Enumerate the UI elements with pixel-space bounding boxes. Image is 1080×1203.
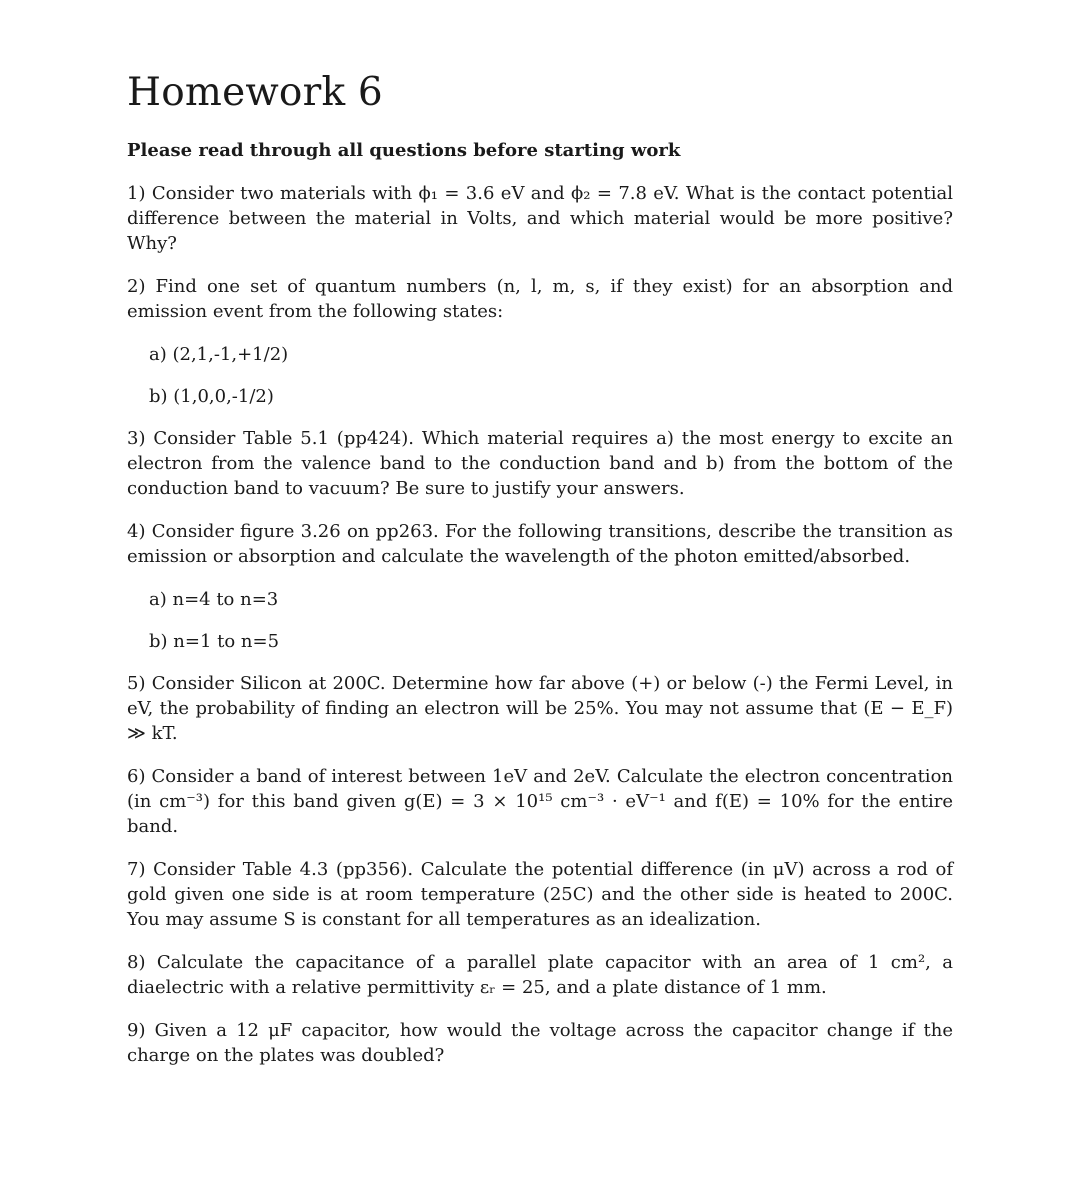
instructions: Please read through all questions before starting work [127,139,681,161]
question-5: 5) Consider Silicon at 200C. Determine how far above (+) or below (-) the Fermi Level, in eV, the probability of finding an electron will be 25%. You may not assume that (E − E_F) ≫ kT. [127,673,953,745]
question-6: 6) Consider a band of interest between 1eV and 2eV. Calculate the electron concentration (in cm⁻³) for this band given g(E) = 3 × 10¹⁵ cm⁻³ · eV⁻¹ and f(E) = 10% for the entire band. [127,766,953,838]
question-3: 3) Consider Table 5.1 (pp424). Which material requires a) the most energy to excite an electron from the valence band to the conduction band and b) from the bottom of the conduction band to vacuum? Be sure to justify your answers. [127,428,953,500]
question-4-part-a: a) n=4 to n=3 [149,589,279,611]
question-7: 7) Consider Table 4.3 (pp356). Calculate the potential difference (in μV) across a rod of gold given one side is at room temperature (25C) and the other side is heated to 200C. You may assume S is constant for all temperatures as an idealization. [127,859,953,931]
question-4-part-b: b) n=1 to n=5 [149,631,280,653]
question-1: 1) Consider two materials with ϕ₁ = 3.6 eV and ϕ₂ = 7.8 eV. What is the contact potential difference between the material in Volts, and which material would be more positive? Why? [127,183,953,255]
page-title: Homework 6 [127,70,383,115]
question-4: 4) Consider figure 3.26 on pp263. For the following transitions, describe the transition as emission or absorption and calculate the wavelength of the photon emitted/absorbed. [127,521,953,568]
question-8: 8) Calculate the capacitance of a parallel plate capacitor with an area of 1 cm², a diaelectric with a relative permittivity εᵣ = 25, and a plate distance of 1 mm. [127,952,953,999]
question-9: 9) Given a 12 μF capacitor, how would the voltage across the capacitor change if the charge on the plates was doubled? [127,1020,953,1067]
question-2-part-a: a) (2,1,-1,+1/2) [149,344,289,366]
question-2: 2) Find one set of quantum numbers (n, l, m, s, if they exist) for an absorption and emission event from the following states: [127,276,953,323]
homework-page [127,70,953,1086]
question-2-part-b: b) (1,0,0,-1/2) [149,386,274,408]
